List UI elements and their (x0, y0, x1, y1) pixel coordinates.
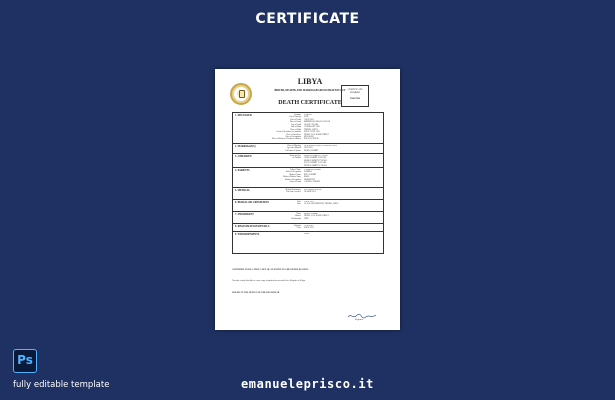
editable-caption: fully editable template (13, 380, 110, 390)
form-section (233, 153, 383, 167)
form-section (233, 211, 383, 223)
field-label: Father's Occupation (285, 171, 301, 174)
field-values (304, 225, 382, 230)
certificate-act: BIRTHS, DEATHS AND MARRIAGES REGISTRATION ACT (274, 89, 346, 92)
field-value: LUCY ZAMMIT 15 YEARS (304, 162, 327, 165)
section-label: 4. PARENTS (235, 169, 250, 172)
section-label: 1. DECEASED (235, 114, 252, 117)
field-value: 1 FEBRUARY 1959 (304, 126, 320, 129)
field-value: AL SALAM CEMETERY, TRIPOLI, LIBYA (304, 203, 339, 206)
field-label: Mother's Maiden Name (283, 176, 301, 179)
field-label: Date of Birth (291, 126, 301, 129)
field-value: HOUSE 12 AL BAKR STREET (304, 215, 329, 218)
field-label: Mother's Occupation (285, 178, 301, 181)
certificate-form (232, 112, 384, 254)
cert-number-label-1: CERTIFICATE (347, 88, 363, 91)
libya-seal-icon (230, 83, 252, 105)
field-values (304, 189, 382, 194)
field-value: 6 MAY 2013 (304, 227, 314, 230)
field-labels (251, 169, 301, 184)
field-labels (251, 201, 301, 206)
cert-number-value: 3506/7691 (349, 97, 361, 100)
field-value: PAUL (304, 116, 309, 119)
field-value: PETER ZAMMIT 10 YEARS (304, 164, 327, 167)
field-label: Age when Married (286, 147, 301, 150)
field-label: Father's Name (290, 169, 301, 171)
section-label: 6. BURIAL OR CREMATION (235, 201, 269, 204)
section-label: 3. CHILDREN (235, 155, 252, 158)
field-value: NONE (304, 233, 310, 235)
field-value: HOUSEWIFE (304, 178, 315, 181)
field-labels (251, 213, 301, 220)
field-label: Period of Residence in Australia (276, 131, 301, 134)
field-value: ZAMMIT (304, 114, 312, 116)
section-label: 5. MEDICAL (235, 189, 251, 192)
field-label: Mother's Name (289, 173, 301, 176)
field-label: Place of Marriage (287, 145, 301, 147)
field-values (304, 114, 382, 141)
field-values (304, 233, 382, 235)
field-value: SINCE 15 JUL 1970 (304, 131, 320, 134)
photoshop-icon: Ps (13, 349, 37, 373)
field-label: Age at Death (291, 123, 301, 126)
field-label: Date (297, 227, 301, 230)
field-label: Date (297, 201, 301, 203)
field-value: 26 YEARS (304, 147, 313, 150)
field-value: 1 MAY 2013 (304, 118, 314, 121)
field-label: of Children (292, 157, 301, 160)
field-value: RITA ZAMMIT (304, 173, 317, 176)
field-value: 28 APRIL 2013 (304, 191, 316, 194)
signature-label: Registrar (355, 319, 364, 321)
field-labels (251, 114, 301, 141)
field-label: Place of Residence (286, 133, 301, 136)
certificate-document (215, 69, 400, 330)
field-values (304, 169, 382, 184)
field-label: Date last seen alive (286, 191, 301, 194)
field-label: Surname (294, 114, 301, 116)
form-section (233, 143, 383, 153)
field-label: Address (294, 215, 301, 218)
field-value: FARMER (304, 171, 312, 174)
field-label: Name (296, 213, 301, 215)
field-value: 54 AGE 7 YEARS (304, 123, 319, 126)
field-labels (251, 225, 301, 230)
field-labels (251, 145, 301, 152)
field-values (304, 201, 382, 206)
form-section (233, 187, 383, 199)
banner-title: CERTIFICATE (255, 11, 360, 27)
field-values (304, 155, 382, 167)
form-section (233, 231, 383, 241)
field-value: CARMELO ZAMMIT (304, 169, 322, 171)
cert-number-label-2: NUMBER (349, 91, 361, 94)
field-value: TRIPOLI, LIBYA (304, 128, 318, 131)
field-label: Date of Death (290, 118, 301, 121)
field-value: A. BENALI (304, 225, 314, 227)
field-label: Place of Business / Residence Address (271, 138, 301, 141)
field-label: Relationship (291, 217, 301, 220)
field-label: Registrar (294, 225, 301, 227)
field-value: MARK ZAMMIT 19 YEARS (304, 159, 327, 162)
field-labels (251, 155, 301, 160)
field-label: Place (296, 203, 301, 206)
field-value: MANAGER (304, 135, 314, 138)
certificate-title: DEATH CERTIFICATE (278, 100, 342, 106)
certified-copy-statement: CERTIFIED TO BE A TRUE COPY OF AN ENTRY IN A REGISTER IN LIBYA (232, 269, 309, 271)
field-value: ANNE ZAMMIT 22 YEARS (304, 157, 327, 160)
certification-text: I hereby certify that this is a true copy of particulars recorded in a Register in Libya. (232, 280, 306, 282)
field-label: Given Name(s) (289, 116, 301, 119)
certificate-country: LIBYA (297, 77, 323, 86)
field-label: Place of Death (289, 121, 301, 124)
issued-at-text: ISSUED AT THE OFFICE OF THE REGISTRAR (232, 292, 280, 294)
section-label: 2. MARRIAGE(S) (235, 145, 256, 148)
brand-url: emanueleprisco.it (240, 377, 375, 391)
form-section (233, 113, 383, 143)
field-label: Cause of Death (289, 181, 301, 184)
field-labels (251, 189, 301, 194)
field-value: CARDIAC ARREST (304, 181, 321, 184)
field-value: BIRKIRKARA ROAD, BALZAN (304, 121, 331, 124)
field-value: BALZAN, MALTA (304, 138, 320, 141)
form-section (233, 199, 383, 211)
field-value: MARIA ZAMMIT (304, 149, 319, 152)
form-section (233, 223, 383, 231)
field-label: Place of Birth (290, 128, 301, 131)
field-values (304, 145, 382, 152)
section-label: 8. REGISTRATION DETAILS (235, 225, 270, 228)
field-value: AL KARAMA STREET, TRIPOLI, LIBYA (304, 145, 338, 147)
field-values (304, 213, 382, 220)
section-label: 7. INFORMANT (235, 213, 254, 216)
field-label: Medical Practitioner (285, 189, 301, 191)
field-value: HOUSE 12 AL BAKR STREET (304, 133, 329, 136)
field-value: MARIA ZAMMIT (304, 213, 319, 215)
field-value: BORG (304, 176, 310, 179)
field-value: WIFE (304, 217, 309, 220)
field-label: Full name of Spouse (285, 149, 301, 152)
field-value: DR. AHMED SALEM (304, 189, 322, 191)
field-value: 3 MAY 2013 (304, 201, 314, 203)
field-value: JOSEPH ZAMMIT 25 YEARS (304, 155, 328, 157)
section-label: 9. ENDORSEMENTS (235, 233, 260, 236)
field-label: Name and Age (289, 155, 301, 157)
field-label: Place of Occupation (285, 135, 301, 138)
